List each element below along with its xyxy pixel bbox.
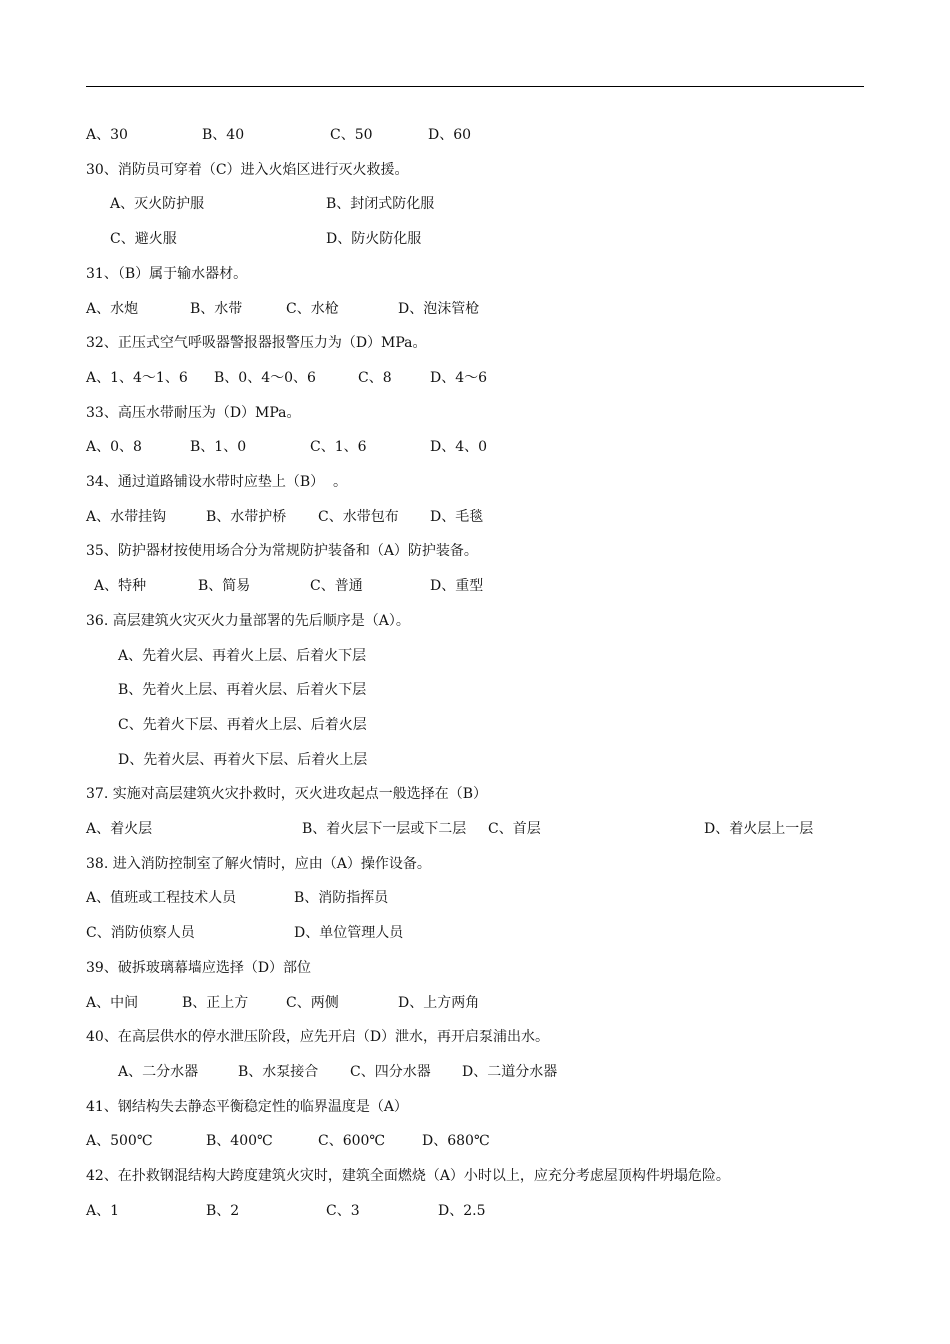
answer-option: D、上方两角 — [398, 995, 480, 1011]
question-text: 36. 高层建筑火灾灭火力量部署的先后顺序是（A）。 — [86, 613, 410, 629]
answer-option: C、先着火下层、再着火上层、后着火层 — [118, 717, 367, 733]
question-text: 41、钢结构失去静态平衡稳定性的临界温度是（A） — [86, 1099, 408, 1115]
answer-option: B、水带护桥 — [206, 509, 287, 525]
question-text: 31、（B）属于输水器材。 — [86, 266, 248, 282]
answer-option: B、水泵接合 — [238, 1064, 319, 1080]
answer-option: B、正上方 — [182, 995, 249, 1011]
answer-option: A、30 — [86, 127, 128, 143]
answer-option: B、封闭式防化服 — [326, 196, 435, 212]
answer-option: C、首层 — [488, 821, 541, 837]
answer-option: A、中间 — [86, 995, 139, 1011]
answer-option: C、普通 — [310, 578, 363, 594]
answer-option: D、二道分水器 — [462, 1064, 558, 1080]
answer-option: A、500℃ — [86, 1133, 153, 1149]
answer-option: C、避火服 — [110, 231, 177, 247]
answer-option: B、水带 — [190, 301, 243, 317]
answer-option: A、0、8 — [86, 439, 142, 455]
answer-option: C、3 — [326, 1203, 360, 1219]
answer-option: B、400℃ — [206, 1133, 273, 1149]
question-text: 37. 实施对高层建筑火灾扑救时，灭火进攻起点一般选择在（B） — [86, 786, 488, 802]
answer-option: A、先着火层、再着火上层、后着火下层 — [118, 648, 367, 664]
answer-option: A、水带挂钩 — [86, 509, 167, 525]
question-text: 32、正压式空气呼吸器警报器报警压力为（D）MPa。 — [86, 335, 427, 351]
answer-option: B、着火层下一层或下二层 — [302, 821, 467, 837]
answer-option: C、水枪 — [286, 301, 339, 317]
answer-option: A、值班或工程技术人员 — [86, 890, 237, 906]
answer-option: D、重型 — [430, 578, 484, 594]
question-text: 40、在高层供水的停水泄压阶段，应先开启（D）泄水，再开启泵浦出水。 — [86, 1029, 550, 1045]
answer-option: D、4～6 — [430, 370, 488, 386]
answer-option: D、60 — [428, 127, 472, 143]
answer-option: A、灭火防护服 — [110, 196, 205, 212]
answer-option: A、水炮 — [86, 301, 139, 317]
question-text: 35、防护器材按使用场合分为常规防护装备和（A）防护装备。 — [86, 543, 478, 559]
answer-option: D、单位管理人员 — [294, 925, 404, 941]
header-rule — [86, 86, 864, 87]
answer-option: C、1、6 — [310, 439, 367, 455]
answer-option: D、先着火层、再着火下层、后着火上层 — [118, 752, 368, 768]
answer-option: D、泡沫管枪 — [398, 301, 480, 317]
answer-option: C、8 — [358, 370, 392, 386]
answer-option: B、0、4～0、6 — [214, 370, 316, 386]
answer-option: D、毛毯 — [430, 509, 484, 525]
answer-option: A、着火层 — [86, 821, 153, 837]
answer-option: A、1 — [86, 1203, 120, 1219]
answer-option: C、两侧 — [286, 995, 339, 1011]
answer-option: D、680℃ — [422, 1133, 490, 1149]
answer-option: B、消防指挥员 — [294, 890, 389, 906]
question-text: 39、破拆玻璃幕墙应选择（D）部位 — [86, 960, 312, 976]
answer-option: C、50 — [330, 127, 373, 143]
question-text: 42、在扑救钢混结构大跨度建筑火灾时，建筑全面燃烧（A）小时以上，应充分考虑屋顶构件坍塌危险。 — [86, 1168, 730, 1184]
question-text: 30、消防员可穿着（C）进入火焰区进行灭火救援。 — [86, 162, 409, 178]
question-text: 33、高压水带耐压为（D）MPa。 — [86, 405, 301, 421]
answer-option: B、1、0 — [190, 439, 247, 455]
question-text: 38. 进入消防控制室了解火情时，应由（A）操作设备。 — [86, 856, 431, 872]
answer-option: D、2.5 — [438, 1203, 486, 1219]
answer-option: C、四分水器 — [350, 1064, 431, 1080]
answer-option: B、40 — [202, 127, 245, 143]
answer-option: A、二分水器 — [118, 1064, 199, 1080]
answer-option: C、消防侦察人员 — [86, 925, 195, 941]
answer-option: B、先着火上层、再着火层、后着火下层 — [118, 682, 367, 698]
answer-option: D、着火层上一层 — [704, 821, 814, 837]
answer-option: B、2 — [206, 1203, 240, 1219]
answer-option: C、水带包布 — [318, 509, 399, 525]
answer-option: A、特种 — [94, 578, 147, 594]
answer-option: A、1、4～1、6 — [86, 370, 188, 386]
answer-option: D、防火防化服 — [326, 231, 422, 247]
answer-option: B、简易 — [198, 578, 251, 594]
question-text: 34、通过道路铺设水带时应垫上（B） 。 — [86, 474, 348, 490]
answer-option: C、600℃ — [318, 1133, 386, 1149]
answer-option: D、4、0 — [430, 439, 488, 455]
